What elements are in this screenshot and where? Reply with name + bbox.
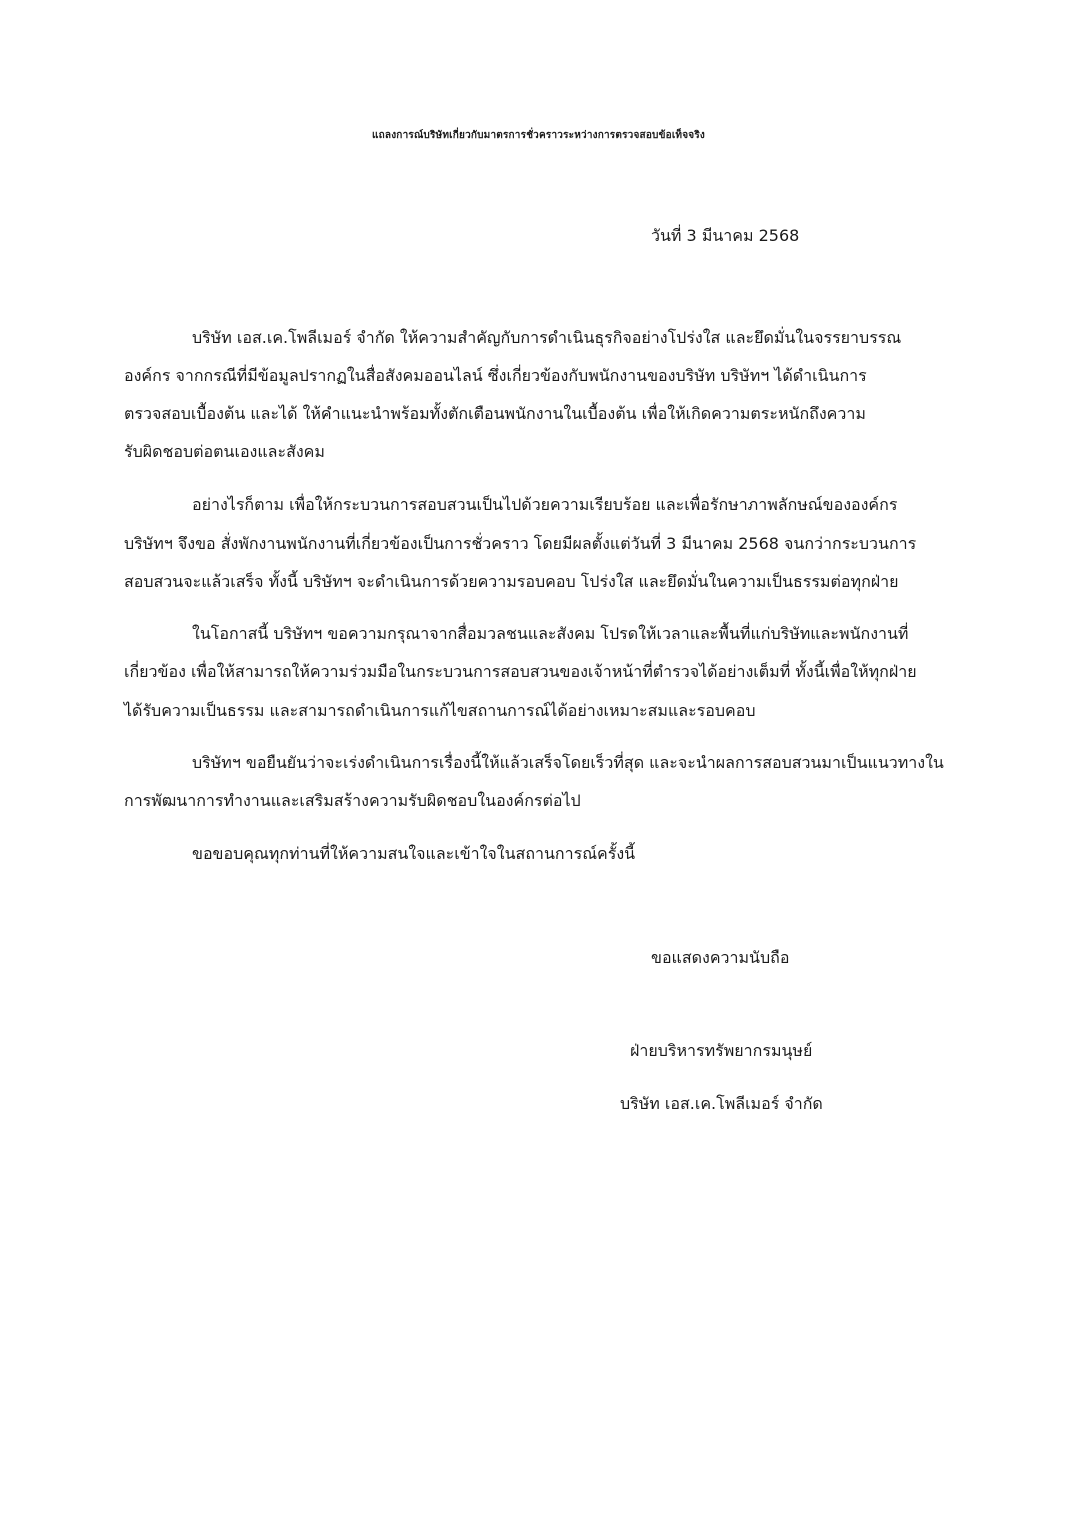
signer-department: ฝ่ายบริหารทรัพยากรมนุษย์ [630, 1041, 813, 1060]
paragraph-1-line-2: องค์กร จากกรณีที่มีข้อมูลปรากฏในสื่อสังคมออนไลน์ ซึ่งเกี่ยวข้องกับพนักงานของบริษัท บริษัทฯ ได้ดำเนินการ [124, 366, 867, 385]
signer-company: บริษัท เอส.เค.โพลีเมอร์ จำกัด [620, 1094, 823, 1113]
paragraph-3-line-1: ในโอกาสนี้ บริษัทฯ ขอความกรุณาจากสื่อมวลชนและสังคม โปรดให้เวลาและพื้นที่แก่บริษัทและพนักงานที่ [192, 624, 909, 643]
document-date: วันที่ 3 มีนาคม 2568 [651, 226, 800, 245]
paragraph-3-line-3: ได้รับความเป็นธรรม และสามารถดำเนินการแก้ไขสถานการณ์ได้อย่างเหมาะสมและรอบคอบ [124, 701, 756, 720]
paragraph-3-line-2: เกี่ยวข้อง เพื่อให้สามารถให้ความร่วมมือในกระบวนการสอบสวนของเจ้าหน้าที่ตำรวจได้อย่างเต็มที่ ทั้งนี้เพื่อให้ทุกฝ่าย [124, 662, 917, 681]
closing-salutation: ขอแสดงความนับถือ [651, 948, 790, 967]
paragraph-2-line-1: อย่างไรก็ตาม เพื่อให้กระบวนการสอบสวนเป็นไปด้วยความเรียบร้อย และเพื่อรักษาภาพลักษณ์ขององค์กร [192, 495, 898, 514]
document-title: แถลงการณ์บริษัทเกี่ยวกับมาตรการชั่วคราวระหว่างการตรวจสอบข้อเท็จจริง [372, 130, 705, 141]
paragraph-4-line-2: การพัฒนาการทำงานและเสริมสร้างความรับผิดชอบในองค์กรต่อไป [124, 791, 581, 810]
paragraph-2-line-3: สอบสวนจะแล้วเสร็จ ทั้งนี้ บริษัทฯ จะดำเนินการด้วยความรอบคอบ โปร่งใส และยึดมั่นในความเป็นธรรมต่อทุกฝ่าย [124, 572, 899, 591]
paragraph-1-line-4: รับผิดชอบต่อตนเองและสังคม [124, 442, 325, 461]
paragraph-4-line-1: บริษัทฯ ขอยืนยันว่าจะเร่งดำเนินการเรื่องนี้ให้แล้วเสร็จโดยเร็วที่สุด และจะนำผลการสอบสวนมาเป็นแนวทางใน [192, 753, 944, 772]
paragraph-1-line-3: ตรวจสอบเบื้องต้น และได้ ให้คำแนะนำพร้อมทั้งตักเตือนพนักงานในเบื้องต้น เพื่อให้เกิดความตระหนักถึงความ [124, 404, 866, 423]
paragraph-1-line-1: บริษัท เอส.เค.โพลีเมอร์ จำกัด ให้ความสำคัญกับการดำเนินธุรกิจอย่างโปร่งใส และยึดมั่นในจรรยาบรรณ [192, 328, 902, 347]
paragraph-5-line-1: ขอขอบคุณทุกท่านที่ให้ความสนใจและเข้าใจในสถานการณ์ครั้งนี้ [192, 844, 636, 863]
paragraph-2-line-2: บริษัทฯ จึงขอ สั่งพักงานพนักงานที่เกี่ยวข้องเป็นการชั่วคราว โดยมีผลตั้งแต่วันที่ 3 มีนาคม 2568 จนกว่ากระบวนการ [124, 534, 917, 553]
